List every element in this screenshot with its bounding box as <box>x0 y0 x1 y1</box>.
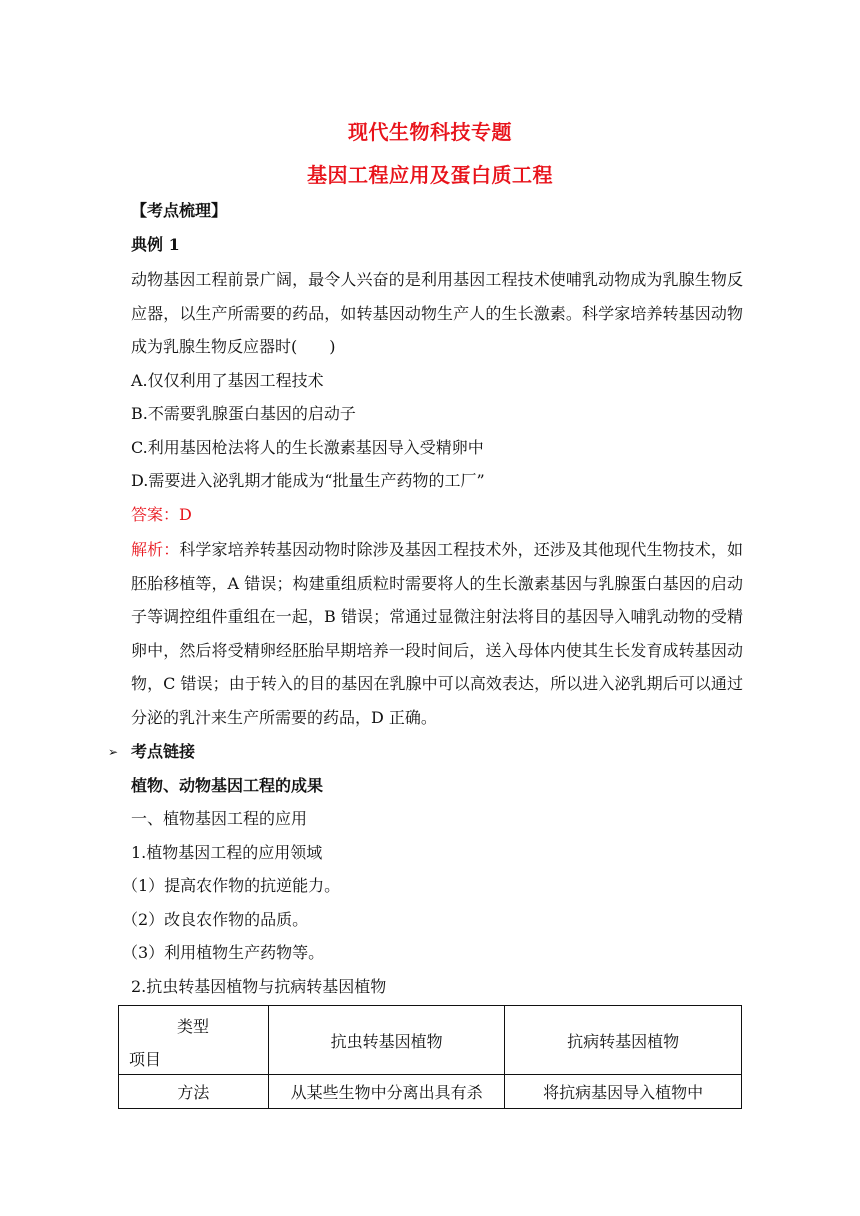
table-cell: 从某些生物中分离出具有杀 <box>268 1075 505 1109</box>
option-c: C.利用基因枪法将人的生长激素基因导入受精卵中 <box>131 438 484 457</box>
table-row <box>119 1075 742 1109</box>
analysis-label: 解析： <box>131 540 180 559</box>
sub-item-3: （3）利用植物生产药物等。 <box>122 943 325 962</box>
link-heading: 考点链接 <box>131 742 196 761</box>
option-b: B.不需要乳腺蛋白基因的启动子 <box>131 404 356 423</box>
table-corner-cell <box>119 1006 269 1075</box>
option-d: D.需要进入泌乳期才能成为“批量生产药物的工厂” <box>131 471 485 490</box>
item2-heading: 2.抗虫转基因植物与抗病转基因植物 <box>131 977 387 996</box>
analysis-paragraph <box>131 533 743 734</box>
analysis-text: 科学家培养转基因动物时除涉及基因工程技术外，还涉及其他现代生物技术，如胚胎移植等，A 错误；构建重组质粒时需要将人的生长激素基因与乳腺蛋白基因的启动子等调控组件重组在一起，B 错误；常通过显微注射法将目的基因导入哺乳动物的受精卵中，然后将受精卵经胚胎早期培养一段时间后，送入母体内使其生长发育成转基因动物，C 错误；由于转入的目的基因在乳腺中可以高效表达，所以进入泌乳期后可以通过分泌的乳汁来生产所需要的药品，D 正确。 <box>131 540 743 727</box>
comparison-table <box>118 1005 742 1109</box>
table-row-label: 方法 <box>119 1075 269 1109</box>
example-question: 动物基因工程前景广阔，最令人兴奋的是利用基因工程技术使哺乳动物成为乳腺生物反应器，以生产所需要的药品，如转基因动物生产人的生长激素。科学家培养转基因动物成为乳腺生物反应器时( ) <box>131 270 743 356</box>
table-cell: 将抗病基因导入植物中 <box>505 1075 742 1109</box>
sub-item-2: （2）改良农作物的品质。 <box>122 910 309 929</box>
section-heading: 【考点梳理】 <box>131 201 228 220</box>
document-subtitle: 基因工程应用及蛋白质工程 <box>307 163 553 187</box>
corner-top-label: 类型 <box>177 1017 210 1036</box>
option-a: A.仅仅利用了基因工程技术 <box>131 371 324 390</box>
table-header-cell: 抗病转基因植物 <box>505 1006 742 1075</box>
sub-item-1: （1）提高农作物的抗逆能力。 <box>122 876 341 895</box>
answer: 答案：D <box>131 505 192 524</box>
item1-heading: 1.植物基因工程的应用领域 <box>131 843 323 862</box>
example-label: 典例 1 <box>131 235 180 254</box>
table-header-cell: 抗虫转基因植物 <box>268 1006 505 1075</box>
table-header-row <box>119 1006 742 1075</box>
link-subheading: 植物、动物基因工程的成果 <box>131 776 324 795</box>
document-title: 现代生物科技专题 <box>348 120 512 144</box>
bullet-icon: ➢ <box>108 745 119 759</box>
corner-bottom-label: 项目 <box>129 1050 162 1069</box>
part1-heading: 一、植物基因工程的应用 <box>131 809 308 828</box>
